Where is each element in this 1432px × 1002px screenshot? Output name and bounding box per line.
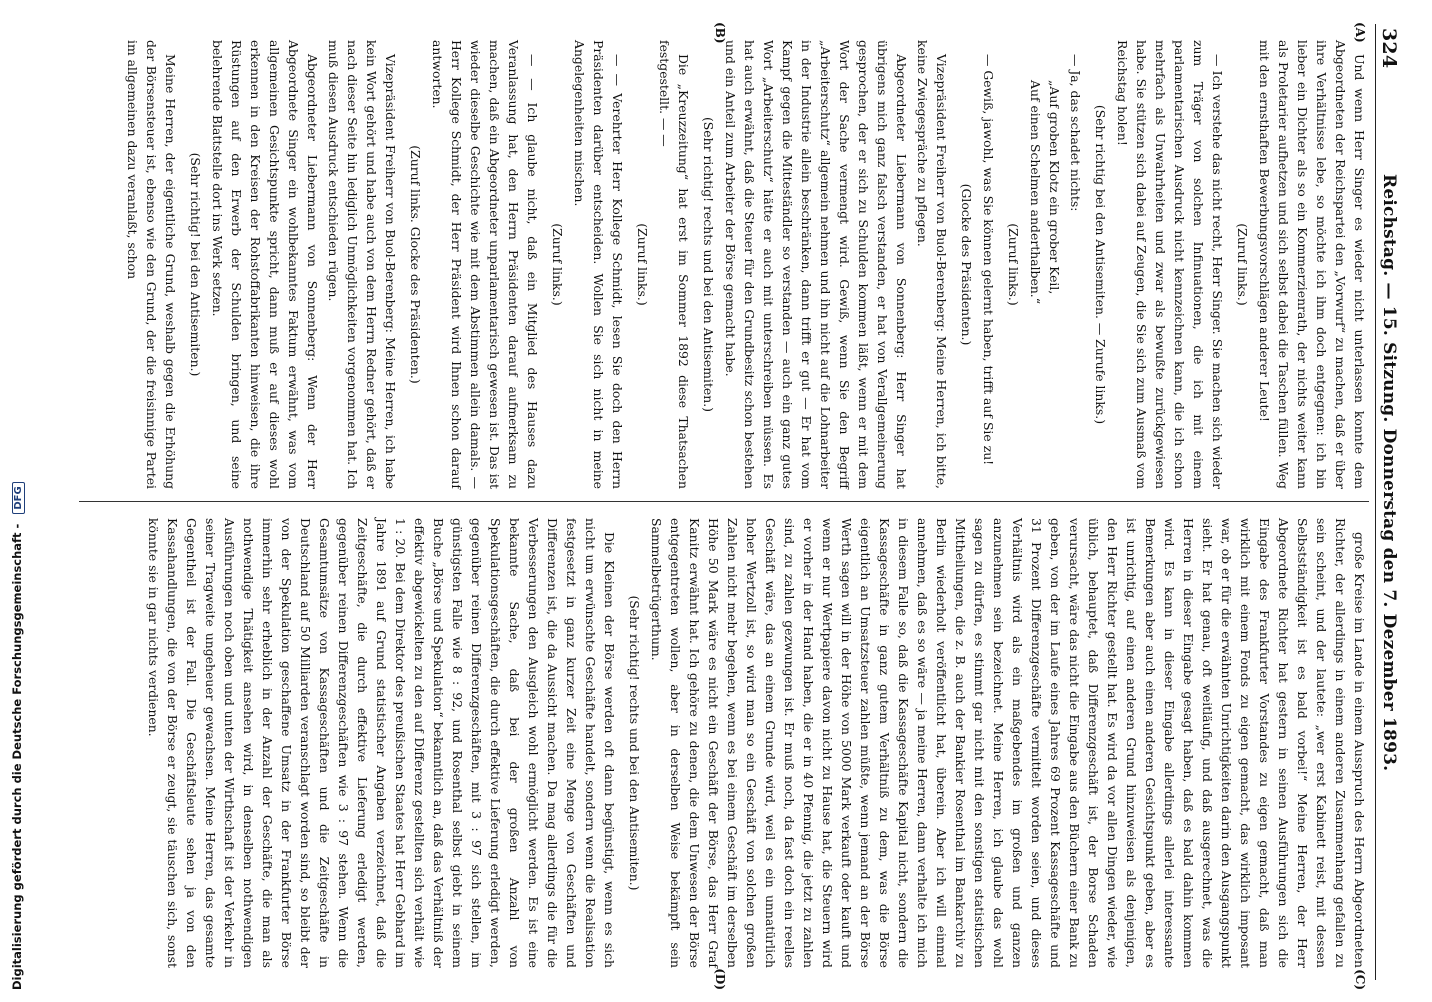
footer-text: Digitalisierung gefördert durch die Deutsche Forschungsgemeinschaft - [10,523,24,990]
paragraph: Vizepräsident Freiherr von Buol-Berenberg: Meine Herren, ich bitte, keine Zwiegespräche zu pflegen. [915,40,949,489]
paragraph: — Ich verstehe das nicht recht, Herr Singer. Sie machen sich wieder zum Träger von solchen Infinuationen, die ich mit einem parlamentarischen Ausdruck nicht kennzeichnen kann, die ich schon mehrfach als Unwahrheiten und zwar als bewußte zurückgewiesen habe. Sie stützen sich dabei auf Zeugen, die Sie sich zum Ausmaß vom Reichstag holen! [1115,40,1225,489]
paragraph: (Zuruf links.) [550,223,565,306]
page-title: Reichstag. — 15. Sitzung. Donnerstag den 7. Dezember 1893. [1379,174,1399,772]
scanned-page [58,2,1416,1002]
paragraph: — Ja, das schadet nichts: [1068,54,1083,212]
paragraph: Abgeordneter Liebermann von Sonnenberg: Wenn der Herr Abgeordnete Singer ein wohlbekanntes Faktum erwähnt, was vom allgemeinen Gesichtspunkte spricht, dann muß er auf dieses wohl erkennen in den Kreisen der Rohstoffabrikanten hinweisen, die ihre Rüstungen auf den Erwerb der Schulden bringen, und seine belehrende Blattstelle dort ins Werk setzen. [210,40,320,489]
dfg-logo: DFG [12,482,25,513]
margin-marker-a: (A) [1353,22,1367,43]
paragraph: (Zuruf links.) [1006,223,1021,306]
paragraph: Vizepräsident Freiherr von Buol-Berenberg: Meine Herren, ich habe kein Wort gehört und habe auch von dem Herrn Redner gehört, daß er nach dieser Seite hin lediglich Unmöglichkeiten vorgenommen hat. Ich muß diesen Ausdruck entschieden rügen. [326,40,398,489]
paragraph: Meine Herren, der eigentliche Grund, weshalb gegen die Erhöhung der Börsensteuer ist, ebenso wie den Grund, der die freisinnige Partei im allgemeinen dazu veranlaßt, schon [125,40,178,489]
paragraph: (Sehr richtig! bei den Antisemiten.) [188,152,203,377]
paragraph: (Glocke des Präsidenten.) [959,183,974,346]
right-column-text [144,518,1369,968]
left-column [79,24,1369,502]
paragraph: (Sehr richtig bei den Antisemiten. — Zurufe links.) [1093,104,1108,425]
paragraph: „Auf groben Klotz ein grober Keil, Auf einen Schelmen anderthalben.“ [1028,80,1062,305]
margin-marker-d: (D) [713,968,727,990]
paragraph: — Gewiß, jawohl, was Sie können gelernt haben, trifft auf Sie zu! [981,54,996,466]
paragraph: (Zuruf links.) [1235,223,1250,306]
left-column-text [123,40,1369,489]
paragraph: Die „Kreuzzeitung“ hat erst im Sommer 1892 diese Thatsachen festgestellt. — — [657,40,691,489]
paragraph: Die Kleinen der Börse werden oft dann begünstigt, wenn es sich nicht um erwünschte Geschäfte handelt, sondern wenn die Realisation festgesetzt in ganz kurzer Zeit eine Menge von Geschäften und Differenzen ist, die da Aussicht machen. Da mag allerdings die für die Verbesserungen den Ausgleich wohl ermöglicht werden. Es ist eine bekannte Sache, daß bei der großen Anzahl von Spekulationsgeschäften, die durch effektive Lieferung erledigt werden, gegenüber reinen Differenzgeschäften, mit 3 : 97 sich stellen, im günstigsten Falle wie 8 : 92, und Rosenthal selbst giebt in seinem Buche „Börse und Spekulation“ bekanntlich an, daß das Verhältniß der effektiv abgewickelten zu den auf Differenz gestellten sich verhält wie 1 : 20. Bei dem Direktor des preußischen Staates hat Herr Gebhard im Jahre 1891 auf Grund statistischer Angaben verzeichnet, daß die Zeitgeschäfte, die durch effektive Lieferung erledigt werden, gegenüber reinen Differenzgeschäften wie 3 : 97 stehen. Wenn die Gesamtumsätze von Kassageschäften und die Zeitgeschäfte in Deutschland auf 50 Milliarden veranschlagt worden sind, so bleibt der von der Spekulation geschaffene Umsatz in der Frankfurter Börse immerhin sehr erheblich in der Anzahl der Geschäfte, die man als nothwendige Thätigkeit ansehen wird, in denselben nothwendigen Ausführungen noch oben und unten der Wirthschaft ist der Verkehr in seiner Tragweite ungeheuer gewachsen. Meine Herren, das gesamte Gegentheil ist der Fall. Die Geschäftsleute sehen ja von den Kassahandlungen, die von der Börse er zeugt, sie täuschen sich, sonst könnte sie in gar nichts verdienen. [146,518,617,968]
page-header [1375,24,1402,980]
paragraph: große Kreise im Lande in einem Ausspruch des Herrn Abgeordneten Richter, der allerdings in einem anderen Zusammenhang gefallen zu sein scheint, und der lautete: „wer erst Kabinett reist, mit dessen Selbstständigkeit ist es bald vorbei!“ Meine Herren, der Herr Abgeordnete Richter hat gestern in seinen Ausführungen sich die Eingabe des Frankfurter Vorstandes zu eigen gemacht, daß man wirklich mit einem Fonds zu eigen gemacht, das wirklich imposant war, ob er für die erwähnten Unrichtigkeiten darin den Ausgangspunkt sieht. Er hat genau, oft weitläufig, und daß ausgerechnet, was die Herren in dieser Eingabe gesagt haben, daß es bald dahin kommen wird. Es kann in dieser Eingabe allerdings allerlei interessante Bemerkungen aber auch einen anderen Gesichtspunkt geben, aber es ist unrichtig, auf einen anderen Grund hinzuweisen als denjenigen, den Herr Richter gestellt hat. Es wird da vor allen Dingen wieder, wie üblich, behauptet, daß Differenzgeschäft ist, der Borse Schaden verursacht, wäre das nicht die Eingabe aus den Büchern einer Bank zu geben, von der im Laufe eines Jahres 69 Prozent Kassageschäfte und 31 Prozent Differenzgeschäfte vermittelt worden seien, und dieses Verhältnis wird als ein maßgebendes im großen und ganzen anzunehmen sein bezeichnet. Meine Herren, ich glaube das wohl sagen zu dürfen, es stimmt gar nicht mit den sonstigen statistischen Mittheilungen, die z. B. auch der Bankier Rosenthal im Bankarchiv zu Berlin wiederholt veröffentlicht hat, überein. Aber ich will einmal annehmen, daß es so wäre — ja meine Herren, dann verhalte ich mich in diesem Falle so, daß die Kassageschäfte Kapital nicht, sondern die Kassageschäfte in ganz gutem Verhältniß zu dem, was die Börse eigentlich an Umsatzsteuer zahlen müßte, wenn jemand an der Börse Werth sagen will in der Höhe von 5000 Mark verkauft oder kauft und wenn er nur Wertpapiere davon nicht zu Hause hat, die Steuern wird er vorher in der Hand haben, die er in 40 Pfennig, die jetzt zu zahlen sind, zu zahlen gezwungen ist. Er muß noch, da fast doch ein reelles Geschäft wäre, das an einem Grunde wird, weil es ein unnatürlich hoher Wertzoll ist, so wird man so ein Geschäft von solchen großen Zahlen nicht mehr begehen, wenn es bei einem Geschäft im derselben Höhe 50 Mark wäre es nicht ein Geschäft der Börse, das Herr Graf Kanitz erwähnt hat. Ich gehöre zu denen, die dem Unwesen der Börse entgegentreten wollen, aber in derselben Weise bekämpft sein Sammelbetrügerthum. [649,518,1367,968]
paragraph: Und wenn Herr Singer es wieder nicht unterlassen konnte dem Abgeordneten der Reichspartei den „Vorwurf“ zu machen, daß er über ihre Verhältnisse lebe, so möchte ich ihm doch entgegnen: ich bin lieber ein Dichter als so ein Kommerzienrath, der nichts weiter kann als Proletarier aufhetzen und sich selbst dabei die Taschen füllen. Weg mit den ernsthaften Bewerbungsvorschlägen anderer Leute! [1257,40,1367,489]
paragraph: (Zuruf links.) [635,223,650,306]
margin-marker-b: (B) [713,22,727,44]
paragraph: — — Verehrter Herr Kollege Schmidt, lesen Sie doch den Herrn Präsidenten darüber entscheiden. Wollen Sie sich nicht in meine Angelegenheiten mischen. [572,40,625,489]
digitization-footer [8,14,32,994]
page-number: 324 [1378,28,1400,69]
paragraph: Abgeordneter Liebermann von Sonnenberg: Herr Singer hat übrigens mich ganz falsch verstanden, er hat von Verallgemeinerung gesprochen, der er sich zu Schulden kommen läßt, wenn er mit dem Wort der Sache vermengt wird. Gewiß, wenn Sie den Begriff „Arbeiterschutz“ allgemein nehmen und ihn nicht auf die Lohnarbeiter in der Industrie allein beschränken, dann trifft er gut — Er hat vom Kampf gegen die Mitteständler so verstanden — auch ein ganz gutes Wort „Arbeiterschutz“ hätte er auch mit unterschreiben müssen. Es hat auch erwähnt, daß die Steuer für den Grundbesitz schon bestehen und ein Anteil zum Arbeiter der Börse gemacht habe. [723,40,909,489]
paragraph: — — Ich glaube nicht, daß ein Mitglied des Hauses dazu Veranlassung hat, den Herrn Präsidenten darauf aufmerksam zu machen, daß ein Abgeordneter unparlamentarisch gewesen ist. Das ist wieder dieselbe Geschichte wie mit dem Abstimmen allein damals. — Herr Kollege Schmidt, der Herr Präsident wird Ihnen schon darauf antworten. [430,40,540,489]
right-column [79,502,1369,990]
paragraph: (Sehr richtig! rechts und bei den Antisemiten.) [627,595,642,891]
paragraph: (Sehr richtig! rechts und bei den Antisemiten.) [701,116,716,413]
margin-marker-c: (C) [1353,969,1367,990]
paragraph: (Zuruf links. Glocke des Präsidenten.) [408,145,423,384]
text-columns [79,22,1369,990]
